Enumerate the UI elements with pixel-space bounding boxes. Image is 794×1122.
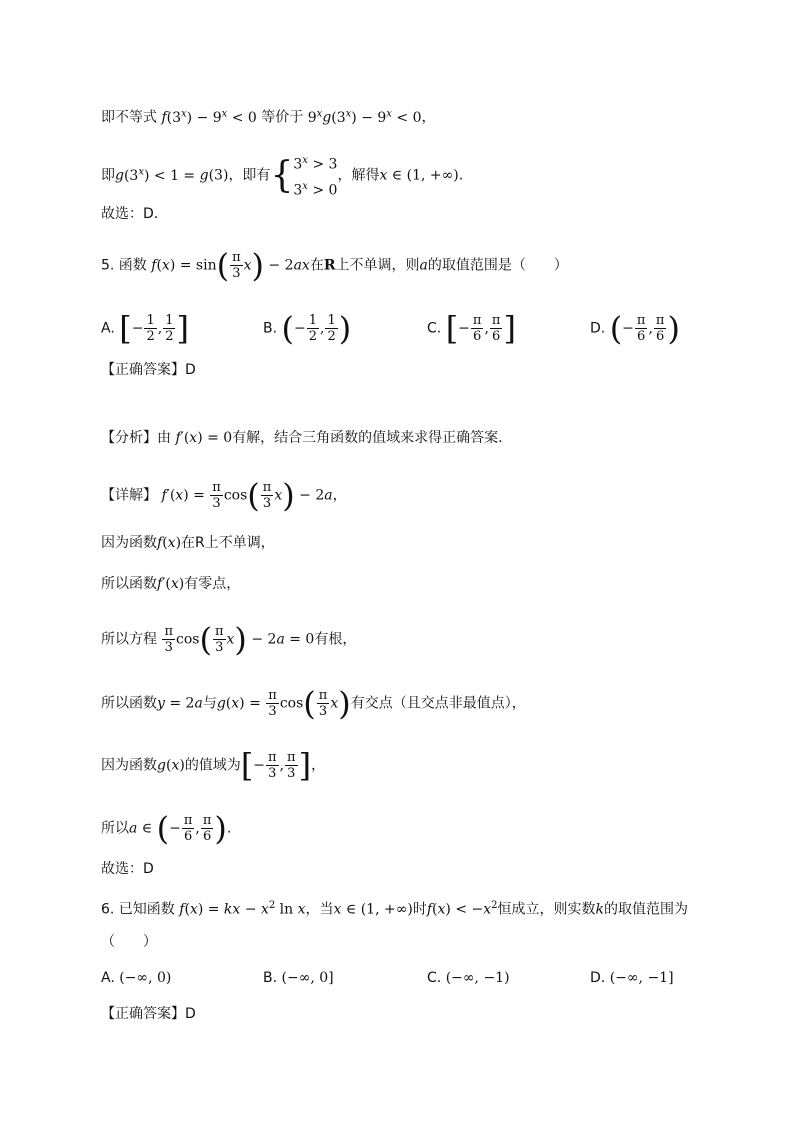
text-line-inequality: 即不等式 $f(3^x) - 9^x < 0$ 等价于 $9^xg(3^x) - 9^x < 0$， [101,108,436,126]
option-value: (−∞, 0] [281,970,334,986]
text: 有解，结合三角函数的值域来求得正确答案. [232,430,503,446]
step-2: 所以函数f′(x)有零点， [101,576,241,592]
step-4: 所以函数y = 2a与g(x) = $\frac{\pi}{3}$ cos( $\frac{\pi}{3}$ x)有交点（且交点非最值点）， [101,684,526,723]
text: 在R上不单调， [181,535,275,551]
step-7: 故选：D [101,861,154,877]
step-3: 所以方程 $\frac{\pi}{3}$ cos( $\frac{\pi}{3}$ x) − 2a = 0有根， [101,620,357,659]
text: 所以函数 [101,695,157,712]
text: 因为函数 [101,535,157,551]
text: 因为函数 [101,757,157,774]
option-b [263,968,334,988]
text: R [323,257,336,274]
text: 所以方程 [101,631,157,648]
option-label: D. [590,320,606,337]
text-line-choice: 故选：D. [101,206,159,222]
text: 等价于 [261,109,304,126]
step-6: 所以a ∈ (− $\frac{\pi}{6}$ , $\frac{\pi}{6}$ ). [101,809,232,848]
option-a [101,968,171,988]
text: 【详解】 [101,487,157,504]
option-a: A. [− $\frac{1}{2}$ , $\frac{1}{2}$ ] [101,309,189,348]
text: 【分析】由 [101,430,171,446]
option-label: B. [263,320,278,337]
text: . [458,167,464,184]
text-line-equivalent: 即$g(3^x) < 1 = g(3)$，即有{$3^x > 3$ $3^x > 0$，解得x ∈ (1, +∞). [101,150,463,201]
option-label: C. [427,970,442,986]
answer-6: 【正确答案】D [101,1006,196,1022]
text: 时 [412,901,427,918]
option-c [427,968,510,988]
brace-icon: { [270,154,294,196]
option-label: A. [101,970,115,986]
question-6: 6. 已知函数 f(x) = kx − $x^2$ ln x，当x ∈ (1, +∞)时$f(x) < -x^2$恒成立，则实数k的取值范围为 [101,900,688,918]
option-value: (−∞, −1) [445,970,510,986]
text: 与 [202,695,217,712]
text: ，当 [305,901,334,918]
option-d [590,968,674,988]
text: 的取值范围是（ ） [427,257,568,274]
step-5: 因为函数g(x)的值域为[− $\frac{\pi}{3}$ , $\frac{\pi}{3}$ ]， [101,746,326,785]
text: 所以函数 [101,576,157,592]
text: 上不单调，则 [335,257,420,274]
text: 所以 [101,820,129,837]
option-label: C. [427,320,442,337]
option-c: C. [− $\frac{\pi}{6}$ , $\frac{\pi}{6}$ ] [427,309,516,348]
option-label: B. [263,970,278,986]
math-expr: f [161,109,167,126]
text: 6. 已知函数 [101,901,175,918]
math-expr: $(3^x) - 9^x < 0$ [166,108,257,126]
answer-5: 【正确答案】D [101,362,196,378]
option-value: (−∞, −1] [609,970,674,986]
text: ， [311,757,326,774]
option-b: B. (− $\frac{1}{2}$ , $\frac{1}{2}$ ) [263,309,352,348]
text: 有零点， [184,576,241,592]
analysis: 【分析】由 f′(x) = 0有解，结合三角函数的值域来求得正确答案. [101,430,503,446]
text: ， [421,109,436,126]
question-6-paren: （ ） [101,934,157,950]
math-system: $3^x > 3$ $3^x > 0$ [293,155,338,199]
text: 有根， [314,631,357,648]
text: 恒成立，则实数 [497,901,596,918]
text: . [226,820,232,837]
text: 的取值范围为 [604,901,688,918]
text: 有交点（且交点非最值点）， [350,695,526,712]
text: 即 [101,167,115,184]
text: 即不等式 [101,109,157,126]
question-5: 5. 函数 f(x) = sin( $\frac{\pi}{3}$ x) − 2ax在R上不单调，则a的取值范围是（ ） [101,246,568,285]
text: ，即有 [228,167,271,184]
detail: 【详解】 f′(x) = $\frac{\pi}{3}$ cos( $\frac{\pi}{3}$ x) − 2a， [101,476,347,515]
text: ， [332,487,347,504]
option-label: A. [101,320,115,337]
option-d: D. (− $\frac{\pi}{6}$ , $\frac{\pi}{6}$ ) [590,309,680,348]
option-value: (−∞, 0) [119,970,172,986]
option-label: D. [590,970,606,986]
text: 5. 函数 [101,257,147,274]
text: ，解得 [337,167,380,184]
step-1: 因为函数f(x)在R上不单调， [101,535,275,551]
text: 在 [309,257,324,274]
text: 的值域为 [184,757,241,774]
math-expr: 9$^x$ [307,108,323,126]
